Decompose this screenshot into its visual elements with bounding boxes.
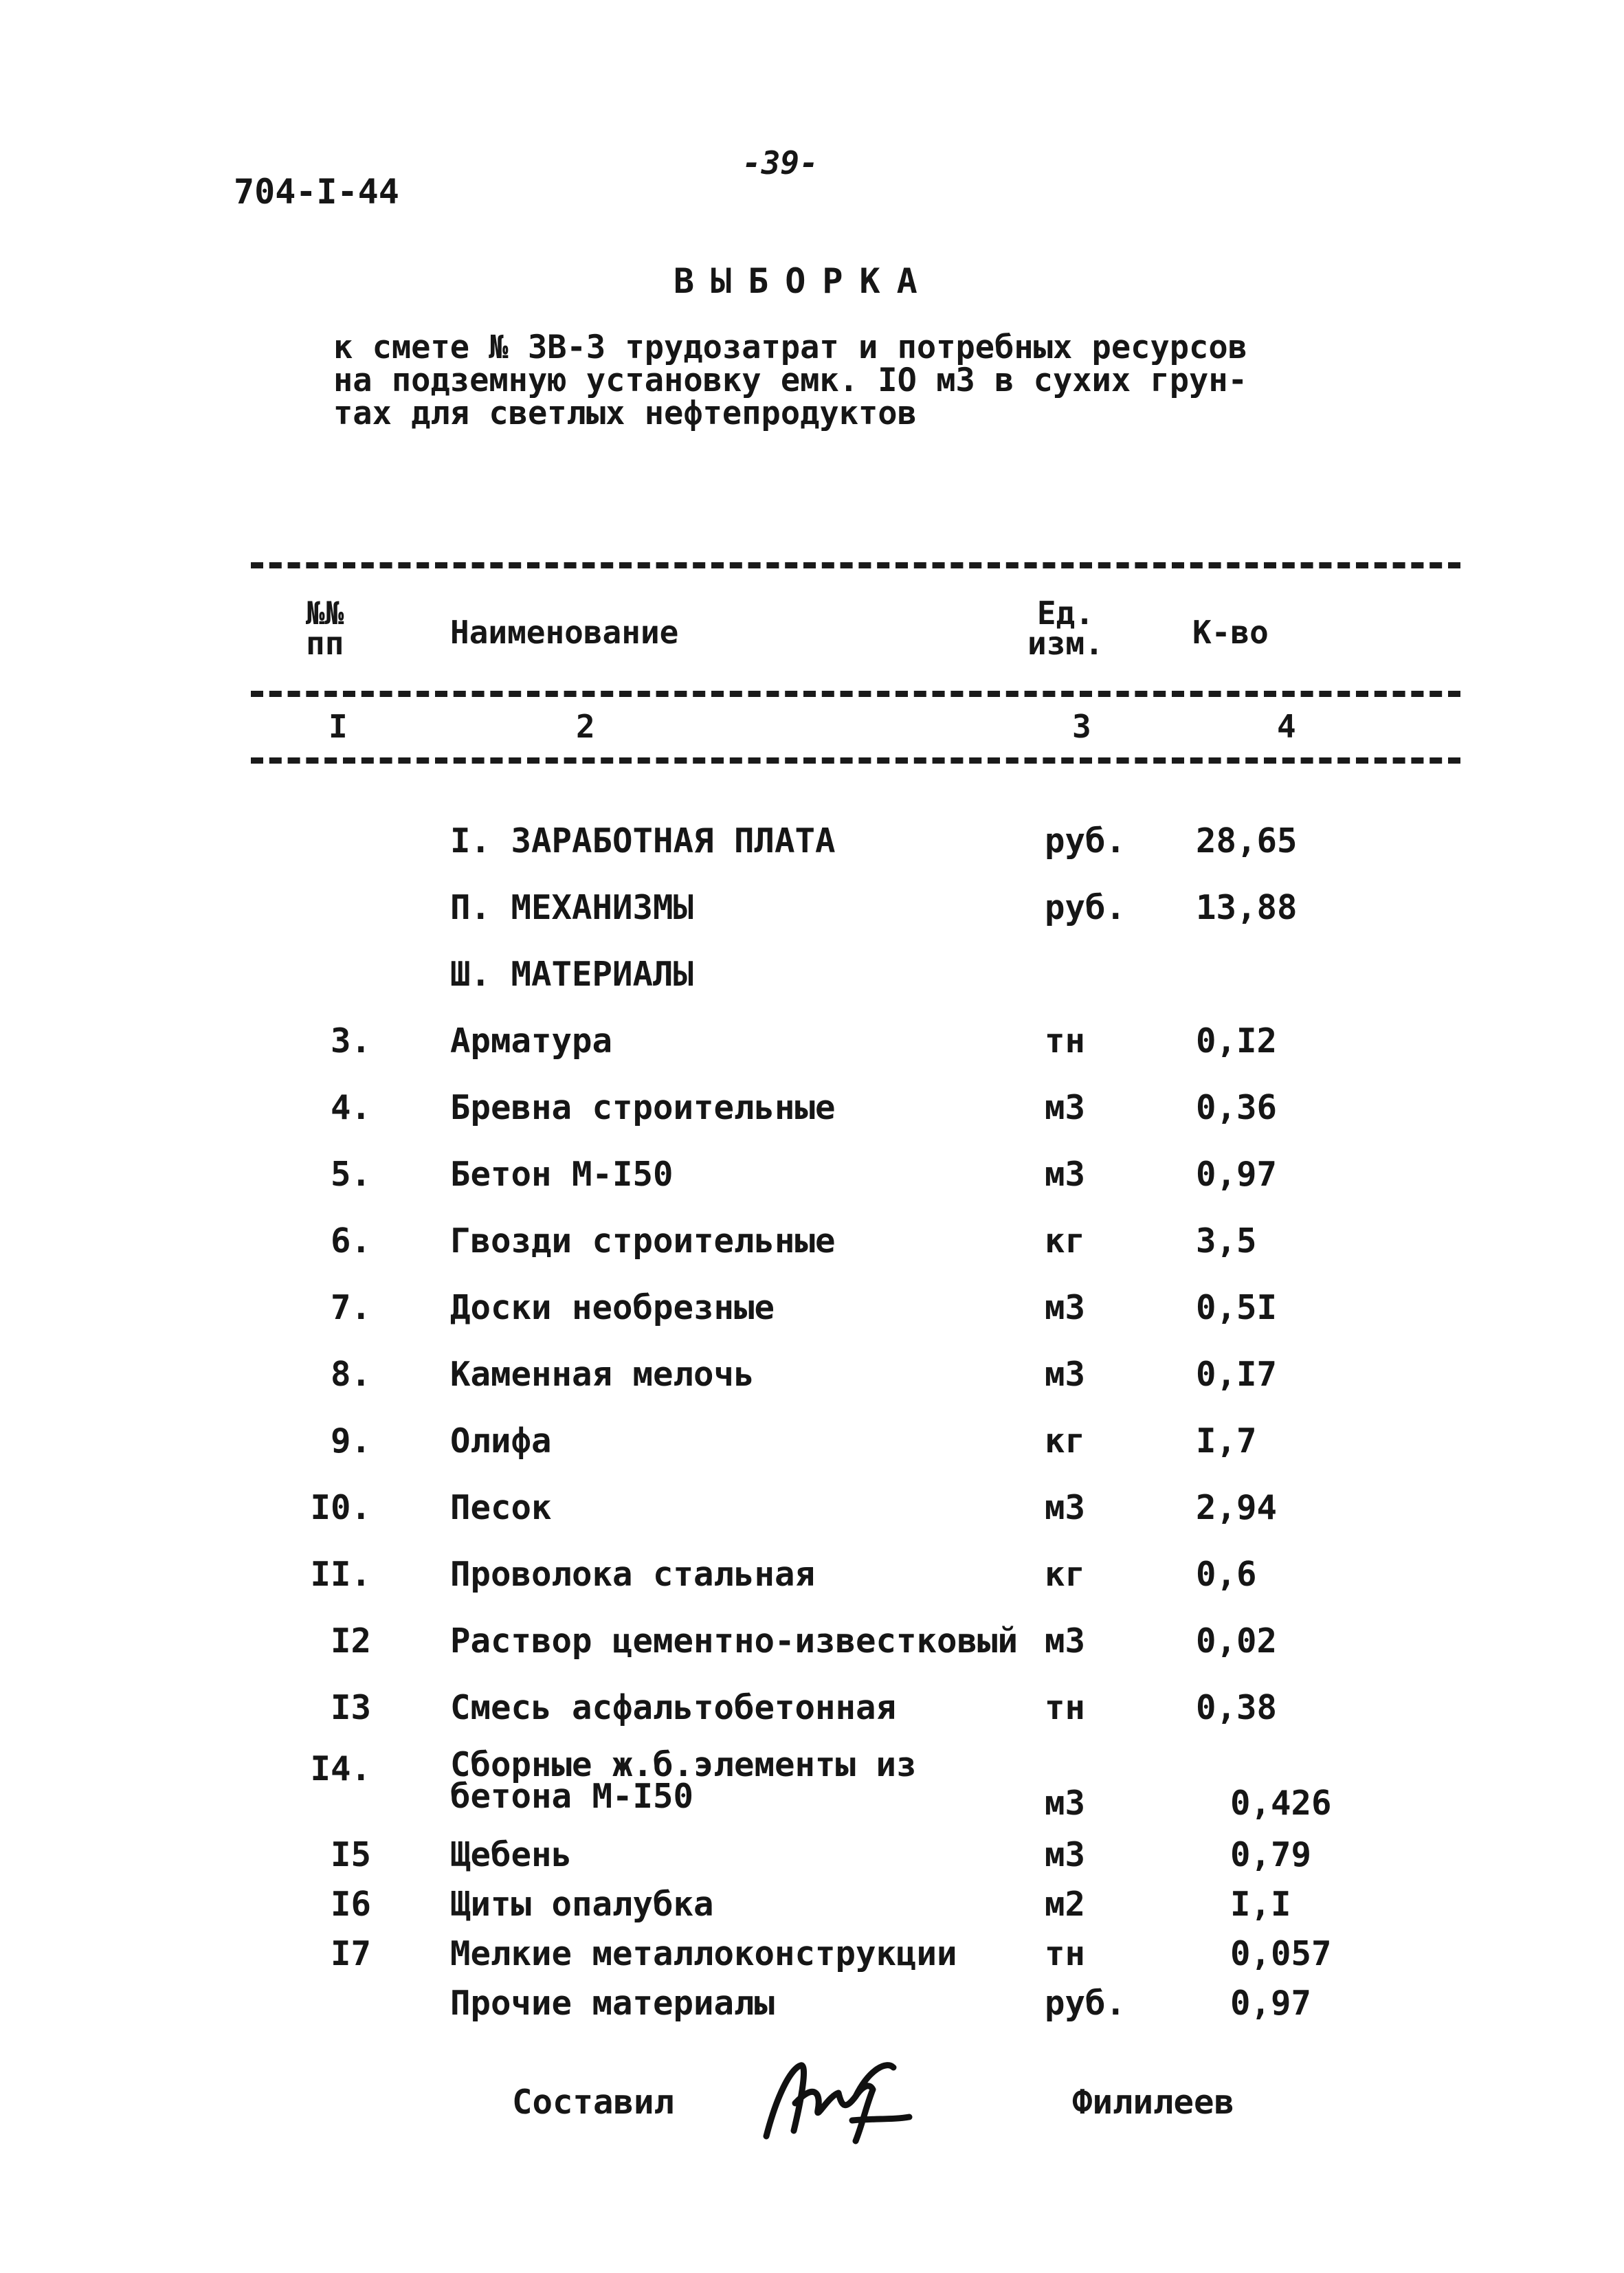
row-name: Бетон М-I50 (450, 1155, 674, 1194)
row-name: Раствор цементно-известковый (450, 1621, 1019, 1661)
row-number: II. (310, 1555, 371, 1594)
table-row (0, 1155, 1624, 1203)
document-code: 704-I-44 (234, 172, 399, 212)
row-name: Доски необрезные (450, 1288, 775, 1327)
row-number: 3. (330, 1021, 371, 1061)
header-qty: К-во (1192, 614, 1269, 651)
signature-label: Составил (512, 2083, 675, 2122)
table-row (0, 1088, 1624, 1136)
row-name: Щиты опалубка (450, 1885, 714, 1924)
col-number-2: 2 (576, 708, 595, 745)
row-number: 4. (330, 1088, 371, 1127)
row-number: I4. (310, 1749, 371, 1788)
table-row (0, 821, 1624, 869)
row-qty: 0,02 (1196, 1621, 1278, 1661)
row-qty: 0,38 (1196, 1688, 1278, 1727)
row-unit: м3 (1045, 1155, 1086, 1194)
row-name: Проволока стальная (450, 1555, 816, 1594)
document-title: ВЫБОРКА (674, 261, 934, 301)
row-unit: руб. (1045, 888, 1126, 927)
handwritten-signature (753, 2055, 917, 2144)
row-unit: тн (1045, 1021, 1086, 1061)
table-row (0, 1355, 1624, 1403)
row-number: I2 (330, 1621, 371, 1661)
table-row (0, 1835, 1624, 1883)
table-row (0, 1421, 1624, 1470)
row-qty: 0,36 (1196, 1088, 1278, 1127)
row-qty: I,I (1230, 1885, 1291, 1924)
row-qty: I,7 (1196, 1421, 1257, 1461)
table-row (0, 1688, 1624, 1736)
table-row (0, 1745, 1624, 1832)
row-name: Сборные ж.б.элементы из бетона М-I50 (450, 1745, 917, 1816)
row-unit: кг (1045, 1221, 1086, 1261)
row-name: Песок (450, 1488, 552, 1527)
col-number-4: 4 (1277, 708, 1296, 745)
row-name: Олифа (450, 1421, 552, 1461)
row-qty: 13,88 (1196, 888, 1298, 927)
document-subtitle: к смете № 3В-3 трудозатрат и потребных ресурсов на подземную установку емк. IO м3 в сухих грун- тах для светлых нефтепродуктов (333, 329, 1247, 432)
row-qty: 28,65 (1196, 821, 1298, 861)
row-number: I3 (330, 1688, 371, 1727)
row-unit: м3 (1045, 1835, 1086, 1874)
row-unit: м3 (1045, 1088, 1086, 1127)
table-row (0, 1221, 1624, 1269)
row-name: Прочие материалы (450, 1984, 775, 2023)
row-number: 6. (330, 1221, 371, 1261)
row-number: 9. (330, 1421, 371, 1461)
row-unit: руб. (1045, 1984, 1126, 2023)
table-row (0, 1288, 1624, 1336)
header-num: №№ пп (306, 595, 344, 662)
row-qty: 0,97 (1196, 1155, 1278, 1194)
row-qty: 0,I7 (1196, 1355, 1278, 1394)
row-unit: руб. (1045, 821, 1126, 861)
row-name: Смесь асфальтобетонная (450, 1688, 897, 1727)
row-unit: тн (1045, 1688, 1086, 1727)
row-unit: тн (1045, 1934, 1086, 1973)
row-unit: м3 (1045, 1288, 1086, 1327)
col-number-3: 3 (1072, 708, 1091, 745)
header-name: Наименование (450, 614, 679, 651)
table-row (0, 1555, 1624, 1603)
row-name: Щебень (450, 1835, 572, 1874)
row-name: Ш. МАТЕРИАЛЫ (450, 955, 694, 994)
row-number: 5. (330, 1155, 371, 1194)
table-top-rule (251, 562, 1460, 568)
col-number-rule (251, 757, 1460, 764)
row-unit: м3 (1045, 1621, 1086, 1661)
row-qty: 0,6 (1196, 1555, 1257, 1594)
row-qty: 2,94 (1196, 1488, 1278, 1527)
row-number: I6 (330, 1885, 371, 1924)
row-qty: 3,5 (1196, 1221, 1257, 1261)
row-unit: кг (1045, 1555, 1086, 1594)
row-number: 7. (330, 1288, 371, 1327)
row-name: I. ЗАРАБОТНАЯ ПЛАТА (450, 821, 836, 861)
table-row (0, 1488, 1624, 1536)
row-unit: м3 (1045, 1488, 1086, 1527)
row-name: Гвозди строительные (450, 1221, 836, 1261)
row-name: Каменная мелочь (450, 1355, 755, 1394)
row-qty: 0,057 (1230, 1934, 1332, 1973)
table-row (0, 888, 1624, 936)
row-name: П. МЕХАНИЗМЫ (450, 888, 694, 927)
row-unit: м3 (1045, 1784, 1086, 1823)
row-unit: м3 (1045, 1355, 1086, 1394)
header-unit: Ед. изм. (1027, 595, 1104, 662)
row-qty: 0,I2 (1196, 1021, 1278, 1061)
table-row (0, 1885, 1624, 1933)
table-row (0, 1621, 1624, 1670)
row-name: Бревна строительные (450, 1088, 836, 1127)
row-qty: 0,79 (1230, 1835, 1312, 1874)
row-qty: 0,97 (1230, 1984, 1312, 2023)
row-name: Арматура (450, 1021, 613, 1061)
table-row (0, 955, 1624, 1003)
row-number: I0. (310, 1488, 371, 1527)
row-number: I5 (330, 1835, 371, 1874)
table-row (0, 1984, 1624, 2032)
header-rule (251, 691, 1460, 697)
row-unit: кг (1045, 1421, 1086, 1461)
row-number: I7 (330, 1934, 371, 1973)
table-row (0, 1934, 1624, 1982)
col-number-1: I (329, 708, 348, 745)
row-qty: 0,5I (1196, 1288, 1278, 1327)
signer-name: Филилеев (1072, 2083, 1235, 2122)
row-name: Мелкие металлоконструкции (450, 1934, 957, 1973)
row-unit: м2 (1045, 1885, 1086, 1924)
table-row (0, 1021, 1624, 1069)
row-number: 8. (330, 1355, 371, 1394)
page-number: -39- (742, 144, 819, 181)
row-qty: 0,426 (1230, 1784, 1332, 1823)
